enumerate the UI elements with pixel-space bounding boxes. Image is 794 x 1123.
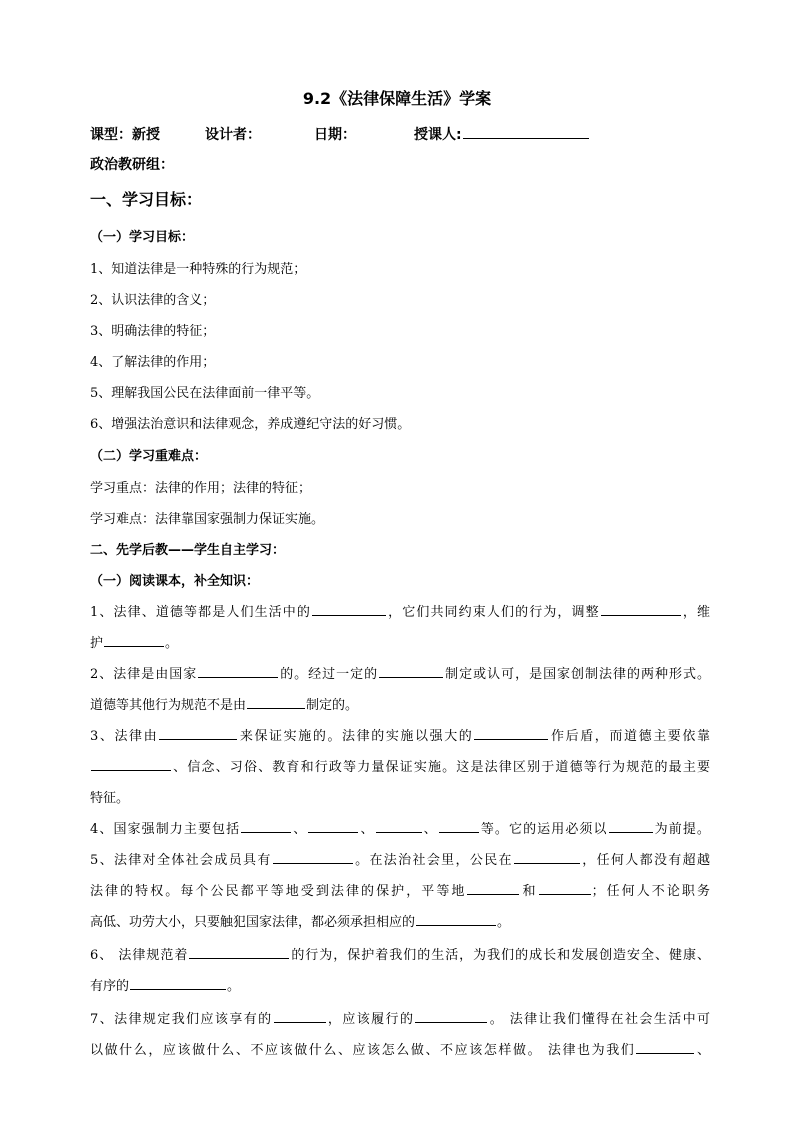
section-self-study: 二、先学后教——学生自主学习： [90,543,286,558]
answer-blank[interactable] [601,614,681,616]
answer-blank[interactable] [189,957,289,959]
teacher-field [414,124,462,144]
answer-blank[interactable] [198,676,278,678]
answer-blank[interactable] [467,893,519,895]
goal-item: 3、明确法律的特征； [90,324,216,339]
lesson-type: 课型：新授 [90,127,160,143]
designer-label: 设计者： [205,127,261,143]
answer-blank[interactable] [247,707,305,709]
question-7-line-1: 7、法律规定我们应该享有的 ，应该履行的 。 法律让我们懂得在社会生活中可 [90,1012,710,1027]
date-label: 日期： [314,127,356,143]
answer-blank[interactable] [416,924,496,926]
document-title: 9.2《法律保障生活》学案 [302,89,492,108]
answer-blank[interactable] [415,1021,487,1023]
question-3-line-1: 3、法律由 来保证实施的。法律的实施以强大的 作后盾，而道德主要依靠 [90,729,710,744]
answer-blank[interactable] [274,1021,326,1023]
question-5-line-2: 法律的特权。每个公民都平等地受到法律的保护，平等地 和 ；任何人不论职务 [90,884,710,899]
answer-blank[interactable] [539,893,591,895]
answer-blank[interactable] [379,676,443,678]
question-5-line-3: 高低、功劳大小，只要触犯国家法律，都必须承担相应的 。 [90,915,511,930]
key-point: 学习重点：法律的作用；法律的特征； [90,481,312,496]
answer-blank[interactable] [130,988,226,990]
answer-blank[interactable] [312,614,386,616]
teacher-label: 授课人: [414,127,462,143]
answer-blank[interactable] [273,862,353,864]
lesson-meta-row [90,124,710,144]
answer-blank[interactable] [104,645,164,647]
subsection-key-points: （二）学习重难点： [90,449,208,464]
answer-blank[interactable] [609,831,653,833]
question-6-line-1: 6、 法律规范着 的行为，保护着我们的生活，为我们的成长和发展创造安全、健康、 [90,948,710,963]
answer-blank[interactable] [376,831,422,833]
question-2-line-1: 2、法律是由国家 的。经过一定的 制定或认可，是国家创制法律的两种形式。 [90,667,710,682]
answer-blank[interactable] [514,862,580,864]
teacher-blank[interactable] [463,124,589,139]
answer-blank[interactable] [159,738,237,740]
question-7-line-2: 以做什么，应该做什么、不应该做什么、应该怎么做、不应该怎样做。 法律也为我们 、 [90,1043,710,1058]
subsection-goals: （一）学习目标： [90,230,195,245]
question-5-line-1: 5、法律对全体社会成员具有 。在法治社会里，公民在 ，任何人都没有超越 [90,853,710,868]
question-6-line-2: 有序的 。 [90,979,241,994]
subsection-fill-blanks: （一）阅读课本，补全知识： [90,574,260,589]
answer-blank[interactable] [474,738,548,740]
question-3-line-2: 、信念、习俗、教育和行政等力量保证实施。这是法律区别于道德等行为规范的最主要 [90,758,710,778]
goal-item: 5、理解我国公民在法律面前一律平等。 [90,386,320,401]
difficult-point: 学习难点：法律靠国家强制力保证实施。 [90,512,325,527]
goal-item: 2、认识法律的含义； [90,293,216,308]
question-2-line-2: 道德等其他行为规范不是由 制定的。 [90,698,359,713]
goal-item: 6、增强法治意识和法律观念，养成遵纪守法的好习惯。 [90,417,411,432]
goal-item: 1、知道法律是一种特殊的行为规范； [90,262,307,277]
answer-blank[interactable] [636,1052,694,1054]
answer-blank[interactable] [241,831,291,833]
section-learning-goals: 一、学习目标： [90,190,203,209]
goal-item: 4、了解法律的作用； [90,355,216,370]
group-label: 政治教研组： [90,157,174,173]
answer-blank[interactable] [91,769,171,771]
question-1-line-2: 护 。 [90,636,179,651]
question-4-line-1: 4、国家强制力主要包括 、 、 、 等。它的运用必须以 为前提。 [90,822,710,837]
question-3-line-3: 特征。 [90,791,130,806]
question-1-line-1: 1、法律、道德等都是人们生活中的 ，它们共同约束人们的行为，调整 ，维 [90,605,710,620]
answer-blank[interactable] [308,831,358,833]
answer-blank[interactable] [439,831,479,833]
